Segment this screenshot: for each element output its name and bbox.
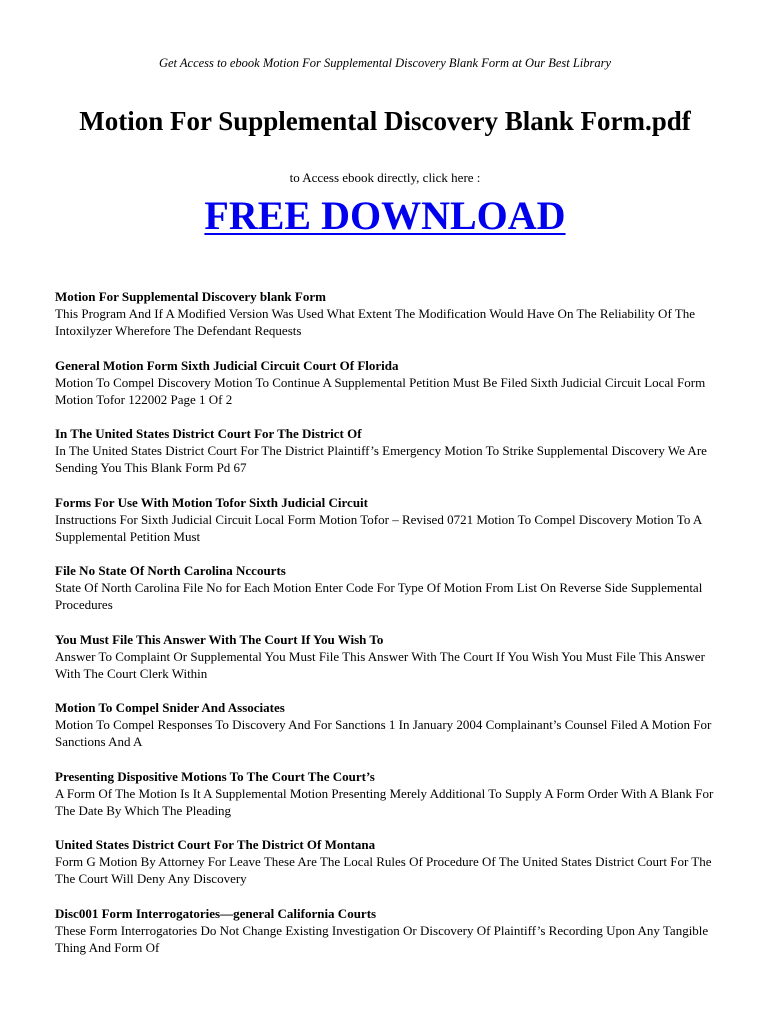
result-description: Motion To Compel Responses To Discovery And For Sanctions 1 In January 2004 Complainant’s Counsel Filed A Motion For Sanctions And A: [55, 717, 712, 749]
result-title: Motion For Supplemental Discovery blank Form: [55, 289, 326, 304]
result-description: Motion To Compel Discovery Motion To Continue A Supplemental Petition Must Be Filed Sixth Judicial Circuit Local Form Motion Tofor 122002 Page 1 Of 2: [55, 374, 706, 407]
result-description: In The United States District Court For The District Plaintiff’s Emergency Motion To Strike Supplemental Discovery We Are Sending You This Blank Form Pd 67: [55, 443, 707, 475]
result-description: Answer To Complaint Or Supplemental You Must File This Answer With The Court If You Wish You Must File This Answer With The Court Clerk Within: [55, 648, 705, 681]
result-item: [55, 836, 720, 887]
result-item: [55, 357, 720, 408]
result-item: [55, 905, 720, 956]
result-title: Presenting Dispositive Motions To The Court The Court’s: [55, 768, 375, 784]
result-title: Forms For Use With Motion Tofor Sixth Judicial Circuit: [55, 494, 368, 510]
result-description: Instructions For Sixth Judicial Circuit Local Form Motion Tofor – Revised 0721 Motion To Compel Discovery Motion To A Supplemental Petition Must: [55, 511, 702, 544]
free-download-link[interactable]: FREE DOWNLOAD: [204, 193, 566, 238]
result-description: This Program And If A Modified Version Was Used What Extent The Modification Would Have On The Reliability Of The Intoxilyzer Wherefore The Defendant Requests: [55, 306, 695, 338]
result-item: [55, 768, 720, 819]
access-instruction: to Access ebook directly, click here :: [289, 170, 481, 185]
document-title: Motion For Supplemental Discovery Blank Form.pdf: [79, 106, 691, 136]
result-item: [55, 494, 720, 545]
result-item: [55, 699, 720, 750]
result-title: Disc001 Form Interrogatories—general California Courts: [55, 905, 377, 921]
result-description: State Of North Carolina File No for Each Motion Enter Code For Type Of Motion From List On Reverse Side Supplemental Procedures: [55, 580, 703, 612]
result-title: File No State Of North Carolina Nccourts: [55, 563, 286, 578]
result-item: [55, 562, 720, 613]
result-item: [55, 631, 720, 682]
result-description: A Form Of The Motion Is It A Supplemental Motion Presenting Merely Additional To Supply A Form Order With A Blank For The Date By Which The Pleading: [55, 785, 714, 818]
header-note: Get Access to ebook Motion For Supplemental Discovery Blank Form at Our Best Library: [158, 56, 612, 70]
result-title: In The United States District Court For The District Of: [55, 426, 362, 441]
result-title: United States District Court For The District Of Montana: [55, 837, 376, 852]
result-description: These Form Interrogatories Do Not Change Existing Investigation Or Discovery Of Plaintiff’s Recording Upon Any Tangible Thing And Form Of: [55, 922, 709, 955]
result-item: [55, 425, 720, 476]
result-title: General Motion Form Sixth Judicial Circuit Court Of Florida: [55, 357, 399, 373]
result-item: [55, 288, 720, 339]
results-list: [55, 288, 720, 973]
result-description: Form G Motion By Attorney For Leave These Are The Local Rules Of Procedure Of The United States District Court For The The Court Will Deny Any Discovery: [55, 854, 712, 886]
result-title: Motion To Compel Snider And Associates: [55, 700, 285, 715]
result-title: You Must File This Answer With The Court If You Wish To: [55, 631, 384, 647]
